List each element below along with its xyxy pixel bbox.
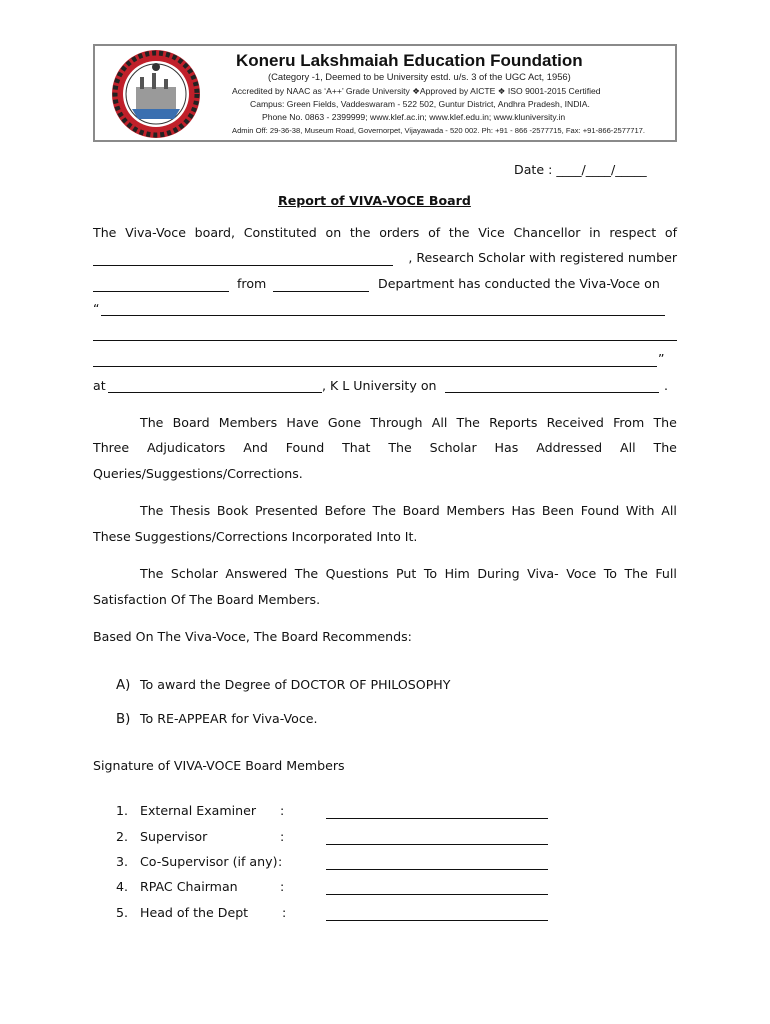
word: Found xyxy=(285,440,325,455)
word: in xyxy=(589,225,601,240)
word: The xyxy=(140,566,164,581)
signatory-5-signature-line xyxy=(326,920,548,921)
paragraph-1-line-2 xyxy=(93,442,677,455)
word: Scholar xyxy=(429,440,477,455)
word: Viva- xyxy=(527,566,559,581)
word: The xyxy=(456,415,480,430)
signatory-5-number: 5. xyxy=(116,905,129,920)
signatory-1-colon: : xyxy=(280,803,285,818)
word: The xyxy=(294,566,319,581)
signatory-1-number: 1. xyxy=(116,803,129,818)
word: Gone xyxy=(327,415,362,430)
thesis-title-blank-3 xyxy=(93,366,657,367)
signatory-4-colon: : xyxy=(280,879,285,894)
option-b-marker: B) xyxy=(116,712,131,727)
word: Book xyxy=(216,503,249,518)
word: The xyxy=(388,440,412,455)
intro-line-2: , Research Scholar with registered number xyxy=(408,250,677,265)
word: And xyxy=(243,440,268,455)
word: Scholar xyxy=(170,566,218,581)
word: Been xyxy=(541,503,575,518)
recommendation-intro: Based On The Viva-Voce, The Board Recommends: xyxy=(93,629,412,644)
department-blank xyxy=(273,291,369,292)
word: The xyxy=(624,566,648,581)
date-field: Date : ____/____/_____ xyxy=(514,162,647,177)
signatory-3-number: 3. xyxy=(116,854,129,869)
word: Thesis xyxy=(170,503,211,518)
word: Three xyxy=(93,440,130,455)
org-phone: Phone No. 0863 - 2399999; www.klef.ac.in; www.klef.edu.in; www.kluniversity.in xyxy=(262,112,566,122)
word: To xyxy=(423,566,438,581)
paragraph-2-line-1 xyxy=(140,505,677,518)
word: board, xyxy=(194,225,236,240)
signatory-5-colon: : xyxy=(282,905,287,920)
org-accreditation: Accredited by NAAC as ‘A++’ Grade University ❖Approved by AICTE ❖ ISO 9001-2015 Certified xyxy=(232,86,601,96)
intro-period: . xyxy=(664,378,669,393)
org-name: Koneru Lakshmaiah Education Foundation xyxy=(236,51,583,70)
word: All xyxy=(619,440,636,455)
word: Members xyxy=(218,415,278,430)
signatory-1-signature-line xyxy=(326,818,548,819)
word: Viva-Voce xyxy=(125,225,186,240)
word: Vice xyxy=(478,225,505,240)
option-a-text: To award the Degree of DOCTOR OF PHILOSOPHY xyxy=(140,677,451,692)
signatory-3-role: Co-Supervisor (if any) xyxy=(140,854,278,869)
word: Addressed xyxy=(536,440,603,455)
word: During xyxy=(477,566,520,581)
word: Members xyxy=(446,503,505,518)
signature-heading: Signature of VIVA-VOCE Board Members xyxy=(93,758,345,773)
intro-line-3: Department has conducted the Viva-Voce on xyxy=(378,276,660,291)
word: Presented xyxy=(254,503,318,518)
word: Put xyxy=(396,566,417,581)
word: Board xyxy=(402,503,440,518)
word: The xyxy=(140,503,164,518)
signatory-4-role: RPAC Chairman xyxy=(140,879,238,894)
word: Through xyxy=(370,415,423,430)
intro-from-label: from xyxy=(237,276,267,291)
word: respect xyxy=(609,225,657,240)
word: Questions xyxy=(325,566,389,581)
word: All xyxy=(431,415,448,430)
signatory-3-signature-line xyxy=(326,869,548,870)
word: on xyxy=(325,225,342,240)
paragraph-1-line-3: Queries/Suggestions/Corrections. xyxy=(93,466,303,481)
word: The xyxy=(140,415,164,430)
word: Voce xyxy=(566,566,597,581)
word: From xyxy=(613,415,645,430)
word: Board xyxy=(172,415,210,430)
word: The xyxy=(93,225,117,240)
signatory-4-signature-line xyxy=(326,894,548,895)
paragraph-3-line-1 xyxy=(140,568,677,581)
option-a-marker: A) xyxy=(116,678,131,693)
word: of xyxy=(664,225,677,240)
scholar-name-blank xyxy=(93,265,393,266)
word: Have xyxy=(286,415,319,430)
intro-line-1 xyxy=(93,227,677,240)
word: Reports xyxy=(489,415,538,430)
word: Found xyxy=(580,503,620,518)
signatory-2-number: 2. xyxy=(116,829,129,844)
word: orders xyxy=(379,225,420,240)
word: the xyxy=(448,225,470,240)
word: Chancellor xyxy=(513,225,581,240)
thesis-title-blank-1 xyxy=(101,315,665,316)
word: of xyxy=(428,225,441,240)
word: Before xyxy=(324,503,366,518)
word: Him xyxy=(444,566,470,581)
word: To xyxy=(603,566,617,581)
signatory-2-colon: : xyxy=(280,829,285,844)
word: Has xyxy=(511,503,536,518)
university-on-label: , K L University on xyxy=(322,378,437,393)
thesis-open-quote: “ xyxy=(93,301,100,316)
word: The xyxy=(653,415,677,430)
word: Has xyxy=(494,440,519,455)
org-admin-office: Admin Off: 29-36-38, Museum Road, Governorpet, Vijayawada - 520 002. Ph: +91 - 866 -2577715, Fax: +91-866-2577717. xyxy=(232,126,645,135)
venue-blank xyxy=(108,392,322,393)
viva-date-blank xyxy=(445,392,659,393)
signatory-2-signature-line xyxy=(326,844,548,845)
word: The xyxy=(653,440,677,455)
word: Constituted xyxy=(243,225,317,240)
paragraph-2-line-2: These Suggestions/Corrections Incorporated Into It. xyxy=(93,529,418,544)
venue-at-label: at xyxy=(93,378,106,393)
registration-number-blank xyxy=(93,291,229,292)
signatory-2-role: Supervisor xyxy=(140,829,208,844)
signatory-3-colon: : xyxy=(278,854,283,869)
university-seal-logo xyxy=(96,47,218,140)
paragraph-1-line-1 xyxy=(140,417,677,430)
word: All xyxy=(661,503,677,518)
option-b-text: To RE-APPEAR for Viva-Voce. xyxy=(140,711,318,726)
word: With xyxy=(625,503,655,518)
org-campus: Campus: Green Fields, Vaddeswaram - 522 502, Guntur District, Andhra Pradesh, INDIA. xyxy=(250,99,590,109)
signatory-1-role: External Examiner xyxy=(140,803,257,818)
word: Received xyxy=(546,415,604,430)
org-category: (Category -1, Deemed to be University estd. u/s. 3 of the UGC Act, 1956) xyxy=(268,71,571,82)
word: That xyxy=(342,440,371,455)
word: Full xyxy=(655,566,677,581)
report-title: Report of VIVA-VOCE Board xyxy=(278,193,471,208)
paragraph-3-line-2: Satisfaction Of The Board Members. xyxy=(93,592,321,607)
thesis-close-quote: ” xyxy=(658,351,665,366)
word: Adjudicators xyxy=(146,440,226,455)
word: The xyxy=(372,503,396,518)
thesis-title-blank-2 xyxy=(93,340,677,341)
signatory-5-role: Head of the Dept xyxy=(140,905,249,920)
word: Answered xyxy=(225,566,288,581)
word: the xyxy=(349,225,371,240)
signatory-4-number: 4. xyxy=(116,879,129,894)
